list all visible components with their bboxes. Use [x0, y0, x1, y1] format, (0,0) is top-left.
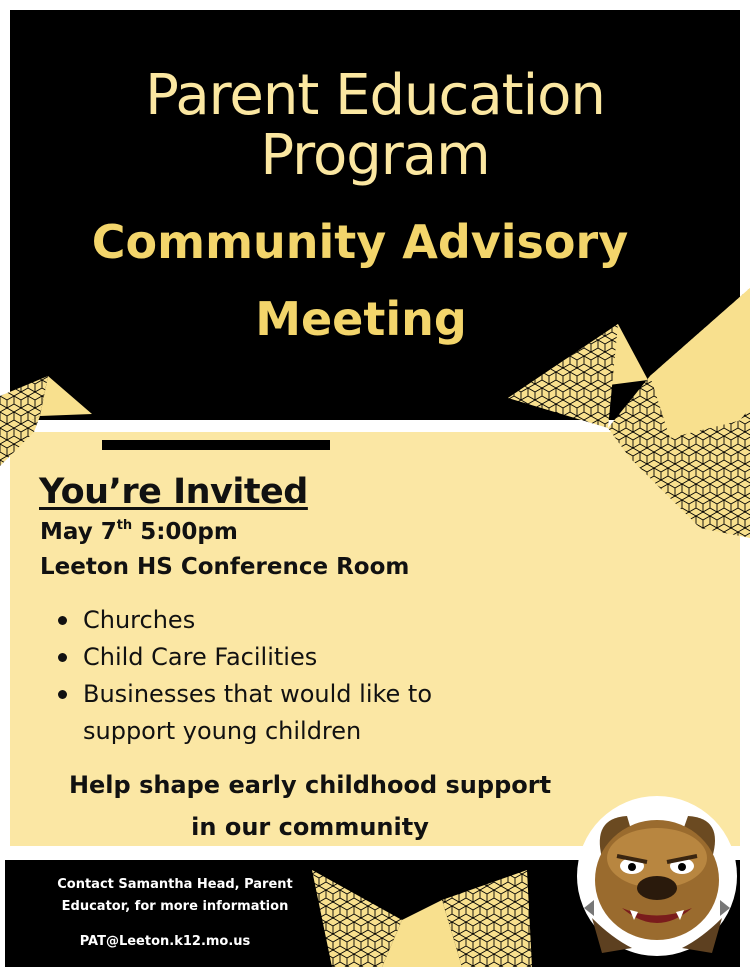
program-title-line1: Parent Education	[145, 63, 605, 128]
cta-line2: in our community	[191, 813, 429, 841]
contact-line1: Contact Samantha Head, Parent	[57, 877, 293, 892]
event-location: Leeton HS Conference Room	[40, 554, 410, 580]
bulldog-mascot-icon	[572, 788, 742, 958]
cta-line1: Help shape early childhood support	[68, 771, 552, 799]
origami-crane-left-icon	[0, 376, 95, 468]
call-to-action	[40, 764, 580, 848]
list-item: Child Care Facilities	[56, 639, 476, 676]
invited-headline: You’re Invited	[39, 472, 308, 512]
program-title-line2: Program	[260, 123, 490, 188]
audience-list	[56, 602, 476, 750]
contact-text	[40, 874, 310, 918]
origami-crane-icon	[500, 288, 750, 558]
origami-footer-icon	[312, 870, 532, 967]
contact-email[interactable]: PAT@Leeton.k12.mo.us	[79, 934, 251, 949]
event-date	[40, 518, 238, 545]
meeting-heading-line2: Meeting	[255, 292, 467, 346]
event-date-day: May 7	[40, 519, 117, 545]
list-item: Churches	[56, 602, 476, 639]
meeting-heading-line1: Community Advisory	[91, 215, 629, 269]
list-item: Businesses that would like to support young children	[56, 676, 476, 750]
event-date-suffix: th	[116, 518, 133, 533]
event-time: 5:00pm	[132, 519, 238, 545]
contact-line2: Educator, for more information	[61, 899, 289, 914]
divider-bar	[102, 440, 330, 450]
